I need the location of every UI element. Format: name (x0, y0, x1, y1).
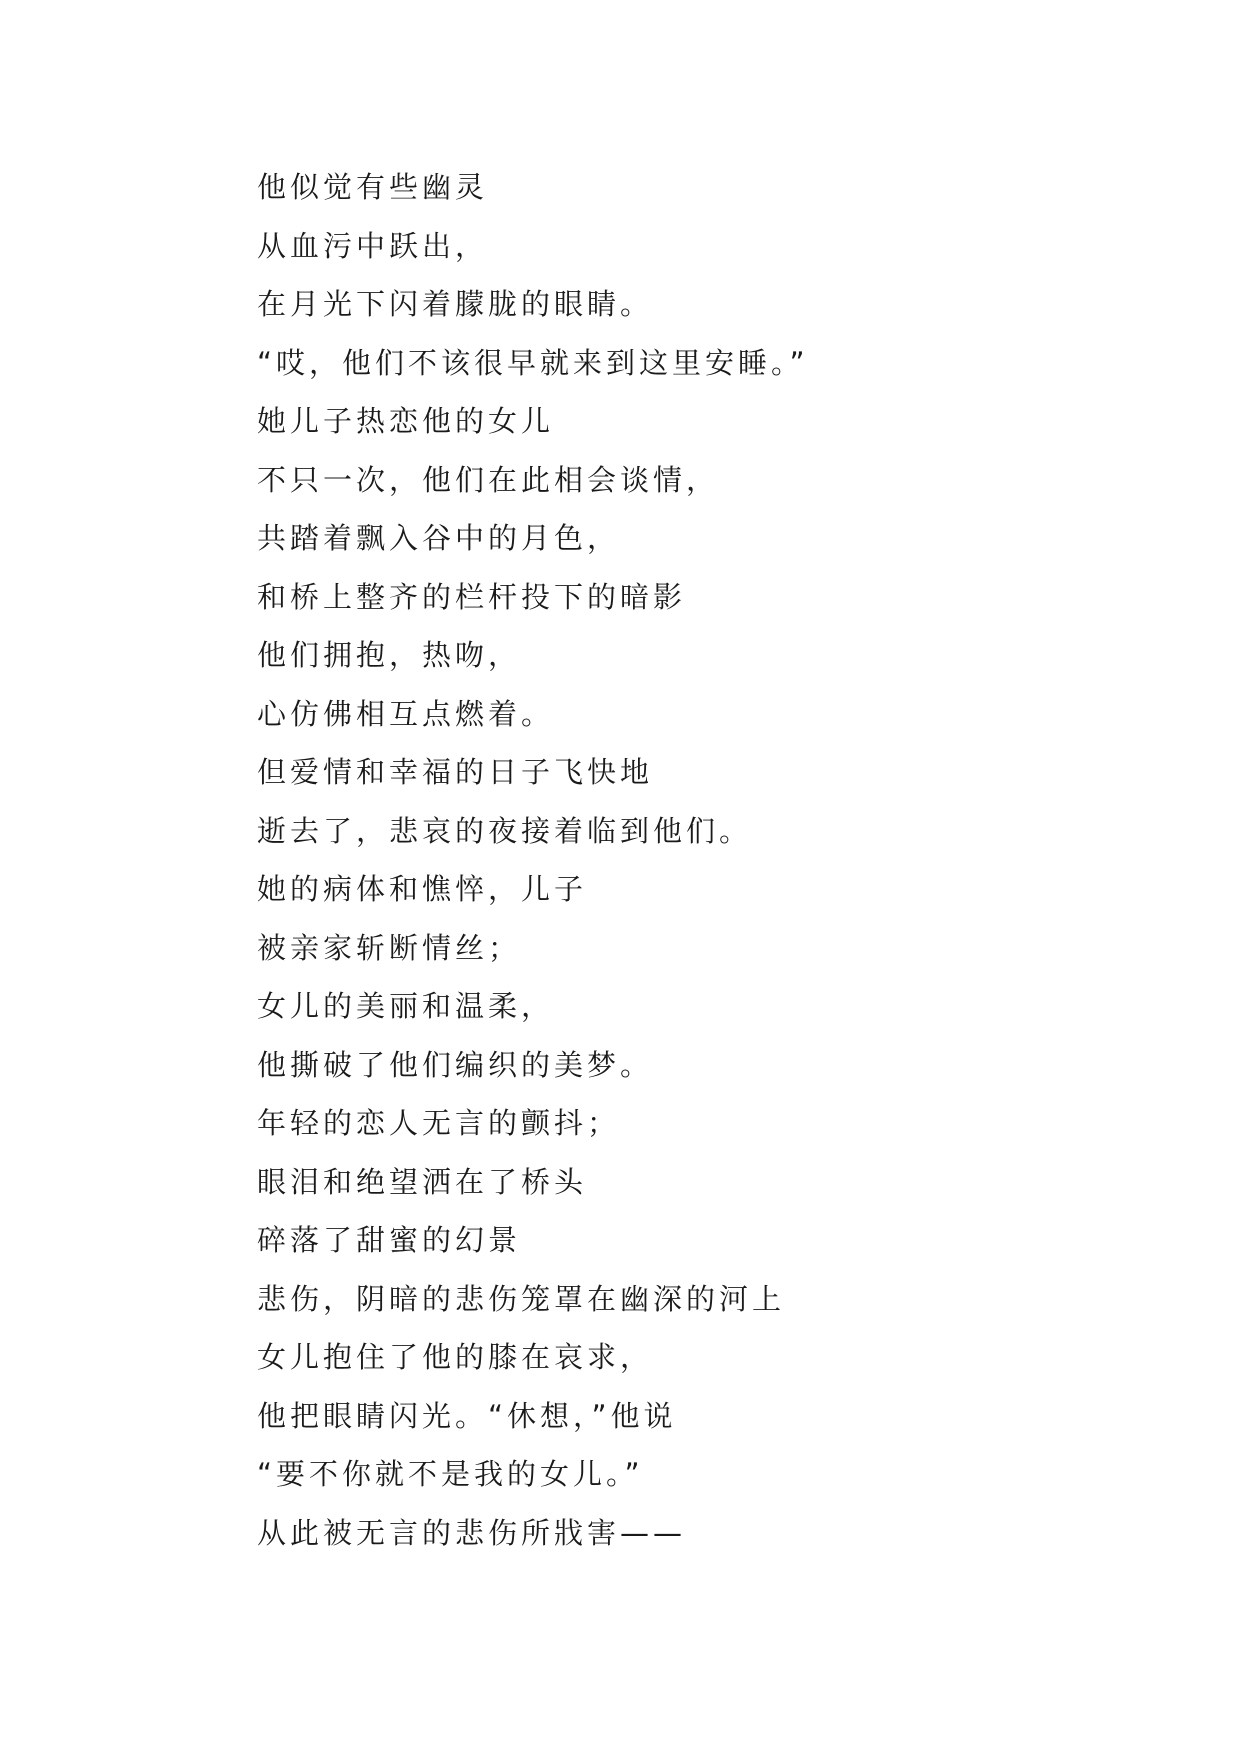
poem-line: 他把眼睛闪光。“休想，”他说 (257, 1398, 677, 1433)
poem-line: 他撕破了他们编织的美梦。 (257, 1047, 654, 1082)
poem-line: “要不你就不是我的女儿。” (257, 1457, 644, 1491)
poem-line: 他似觉有些幽灵 (257, 170, 489, 204)
poem-line: 年轻的恋人无言的颤抖； (257, 1106, 621, 1140)
poem-line: 女儿的美丽和温柔， (257, 989, 555, 1023)
poem-line: 但爱情和幸福的日子飞快地 (257, 755, 654, 789)
poem-line: 她儿子热恋他的女儿 (257, 404, 555, 438)
poem-line: 悲伤，阴暗的悲伤笼罩在幽深的河上 (257, 1281, 786, 1316)
poem-line: 女儿抱住了他的膝在哀求， (257, 1340, 654, 1374)
poem-line: 眼泪和绝望洒在了桥头 (257, 1164, 588, 1199)
poem-line: 从血污中跃出， (257, 228, 489, 263)
poem-line: 逝去了，悲哀的夜接着临到他们。 (257, 813, 753, 848)
poem-line: 和桥上整齐的栏杆投下的暗影 (257, 579, 687, 614)
poem-line: 从此被无言的悲伤所戕害—— (257, 1515, 687, 1550)
poem-line: 在月光下闪着朦胧的眼睛。 (257, 287, 654, 321)
poem-line: 碎落了甜蜜的幻景 (257, 1223, 522, 1257)
poem-line: 他们拥抱，热吻， (257, 638, 522, 672)
poem-line: 被亲家斩断情丝； (257, 930, 522, 965)
poem-text (257, 158, 809, 1562)
poem-line: 她的病体和憔悴，儿子 (257, 872, 588, 906)
poem-line: 共踏着飘入谷中的月色， (257, 521, 621, 555)
poem-line: 心仿佛相互点燃着。 (257, 696, 555, 731)
poem-line: “哎，他们不该很早就来到这里安睡。” (257, 345, 809, 380)
poem-line: 不只一次，他们在此相会谈情， (257, 462, 720, 497)
